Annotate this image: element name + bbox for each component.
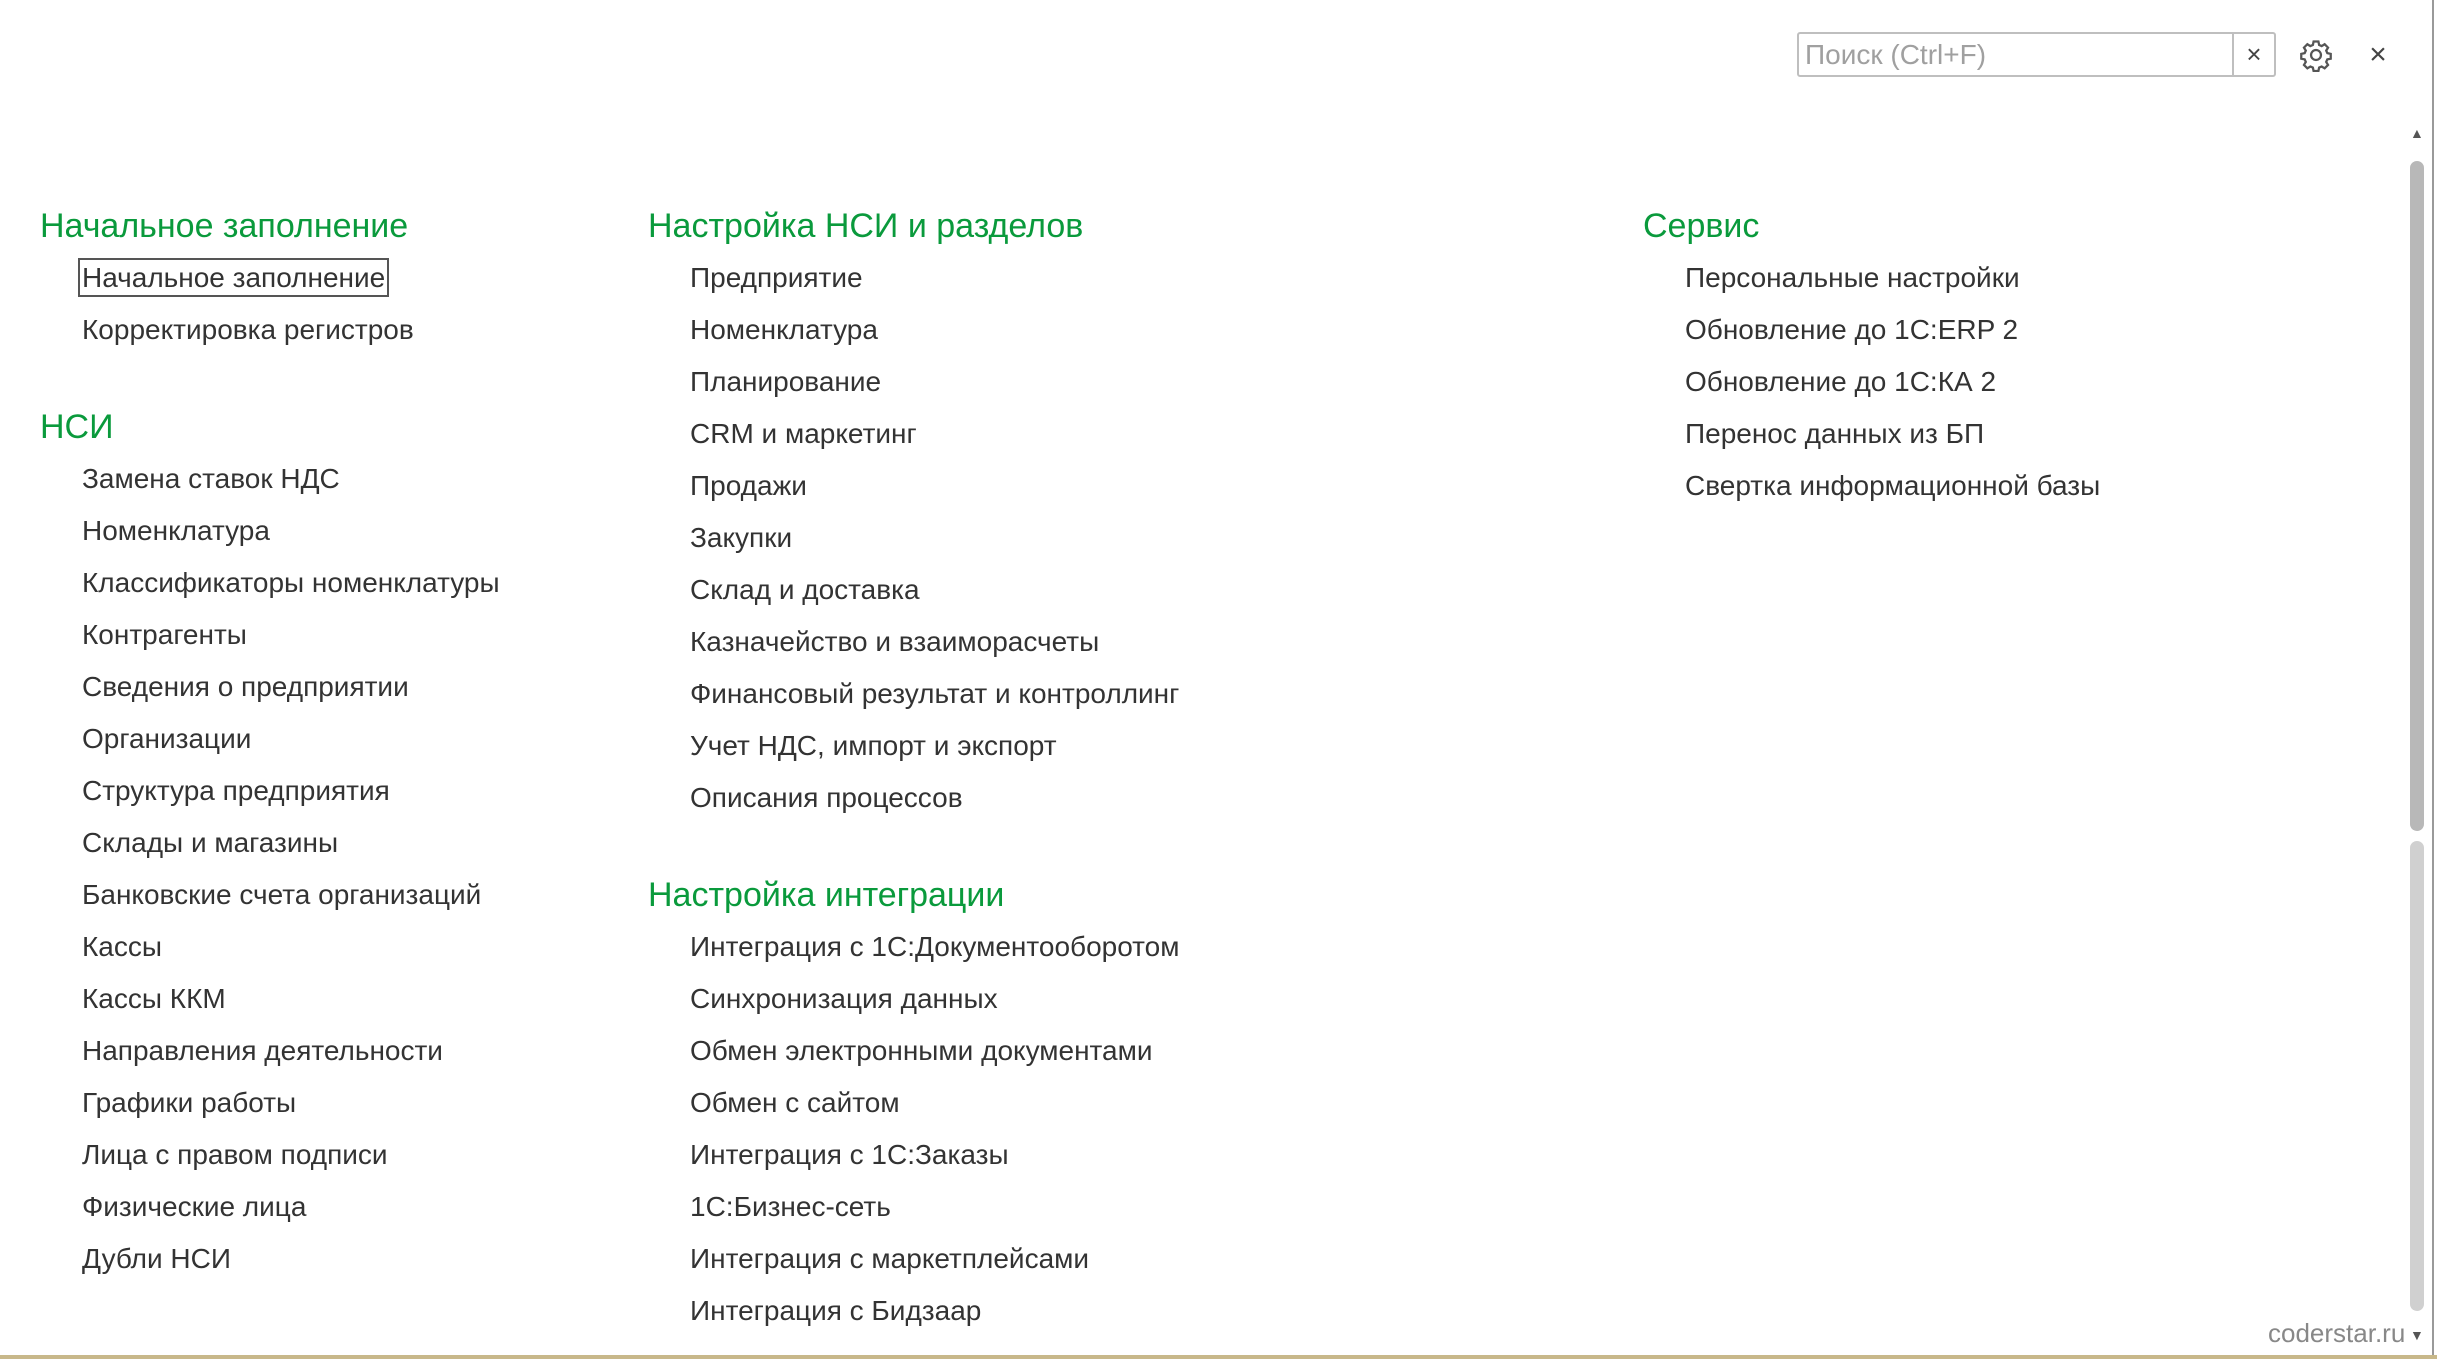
watermark: coderstar.ru [2268,1318,2406,1348]
scroll-down-arrow-icon[interactable]: ▼ [2410,1327,2424,1343]
menu-item[interactable]: Номенклатура [82,515,270,546]
scroll-track-lower [2410,841,2424,1311]
group-title: Сервис [1643,207,1760,245]
menu-item[interactable]: Корректировка регистров [82,314,414,345]
menu-item[interactable]: Классификаторы номенклатуры [82,567,500,598]
group-title: Настройка НСИ и разделов [648,207,1084,245]
menu-item[interactable]: Обновление до 1С:КА 2 [1685,366,1997,397]
menu-item[interactable]: Склады и магазины [82,827,339,858]
menu-item[interactable]: Учет НДС, импорт и экспорт [690,730,1057,761]
group-nsi-settings [648,200,1180,824]
menu-item[interactable]: Интеграция с маркетплейсами [690,1243,1090,1274]
menu-item[interactable]: Организации [82,723,252,754]
menu-item[interactable]: Кассы ККМ [82,983,226,1014]
vertical-scrollbar[interactable] [2406,125,2428,1343]
group-items [82,252,500,356]
group-items [82,453,500,1285]
menu-item[interactable]: Обмен электронными документами [690,1035,1153,1066]
menu-item[interactable]: Кассы [82,931,163,962]
search-input[interactable] [1799,34,2232,75]
close-icon: × [2369,37,2387,71]
menu-item[interactable]: Интеграция с 1С:Заказы [690,1139,1009,1170]
group-items [690,252,1180,824]
group-title: Начальное заполнение [40,207,409,245]
menu-item[interactable]: Казначейство и взаиморасчеты [690,626,1100,657]
gear-icon [2299,38,2333,72]
column-1 [40,200,500,1315]
menu-item[interactable]: Закупки [690,522,793,553]
menu-item[interactable] [82,252,500,304]
group-initial-fill [40,200,500,356]
menu-item[interactable]: Персональные настройки [1685,262,2020,293]
group-nsi [40,401,500,1285]
menu-item[interactable]: Контрагенты [82,619,247,650]
window-bottom-border [0,1355,2437,1359]
scroll-thumb[interactable] [2410,161,2424,831]
menu-item[interactable]: Обмен с сайтом [690,1087,900,1118]
menu-item[interactable]: 1С:Бизнес-сеть [690,1191,891,1222]
group-title: НСИ [40,408,114,446]
column-2 [648,200,1180,1359]
group-service [1643,200,2100,512]
menu-item[interactable]: Интеграция с 1С:Документооборотом [690,931,1180,962]
search-clear-button[interactable] [2232,34,2274,75]
scroll-up-arrow-icon[interactable]: ▲ [2410,125,2424,141]
menu-item[interactable]: Интеграция с Бидзаар [690,1295,982,1326]
menu-item[interactable]: Синхронизация данных [690,983,998,1014]
menu-item[interactable]: CRM и маркетинг [690,418,917,449]
menu-item[interactable]: Замена ставок НДС [82,463,340,494]
menu-item[interactable]: Банковские счета организаций [82,879,482,910]
menu-item[interactable]: Перенос данных из БП [1685,418,1985,449]
menu-item[interactable]: Номенклатура [690,314,878,345]
window-right-border [2432,0,2434,1359]
menu-item[interactable]: Графики работы [82,1087,297,1118]
menu-item-label-focused: Начальное заполнение [78,258,389,297]
menu-item[interactable]: Финансовый результат и контроллинг [690,678,1180,709]
clear-icon: × [2246,39,2262,69]
menu-item[interactable]: Обновление до 1С:ERP 2 [1685,314,2019,345]
menu-item[interactable]: Лица с правом подписи [82,1139,388,1170]
menu-item[interactable]: Сведения о предприятии [82,671,409,702]
menu-item[interactable]: Структура предприятия [82,775,390,806]
group-items [690,921,1180,1337]
menu-item[interactable]: Предприятие [690,262,863,293]
group-integration-settings [648,869,1180,1337]
menu-item[interactable]: Продажи [690,470,807,501]
menu-item[interactable]: Свертка информационной базы [1685,470,2101,501]
menu-item[interactable]: Склад и доставка [690,574,920,605]
column-3 [1643,200,2100,542]
menu-item[interactable]: Дубли НСИ [82,1243,231,1274]
menu-item[interactable]: Физические лица [82,1191,307,1222]
menu-item[interactable]: Направления деятельности [82,1035,443,1066]
menu-item[interactable]: Описания процессов [690,782,963,813]
settings-button[interactable] [2296,35,2336,75]
group-items [1685,252,2100,512]
search-box [1797,32,2276,77]
close-button[interactable] [2360,37,2396,73]
top-toolbar [1797,31,2396,78]
menu-item[interactable]: Планирование [690,366,882,397]
group-title: Настройка интеграции [648,876,1005,914]
